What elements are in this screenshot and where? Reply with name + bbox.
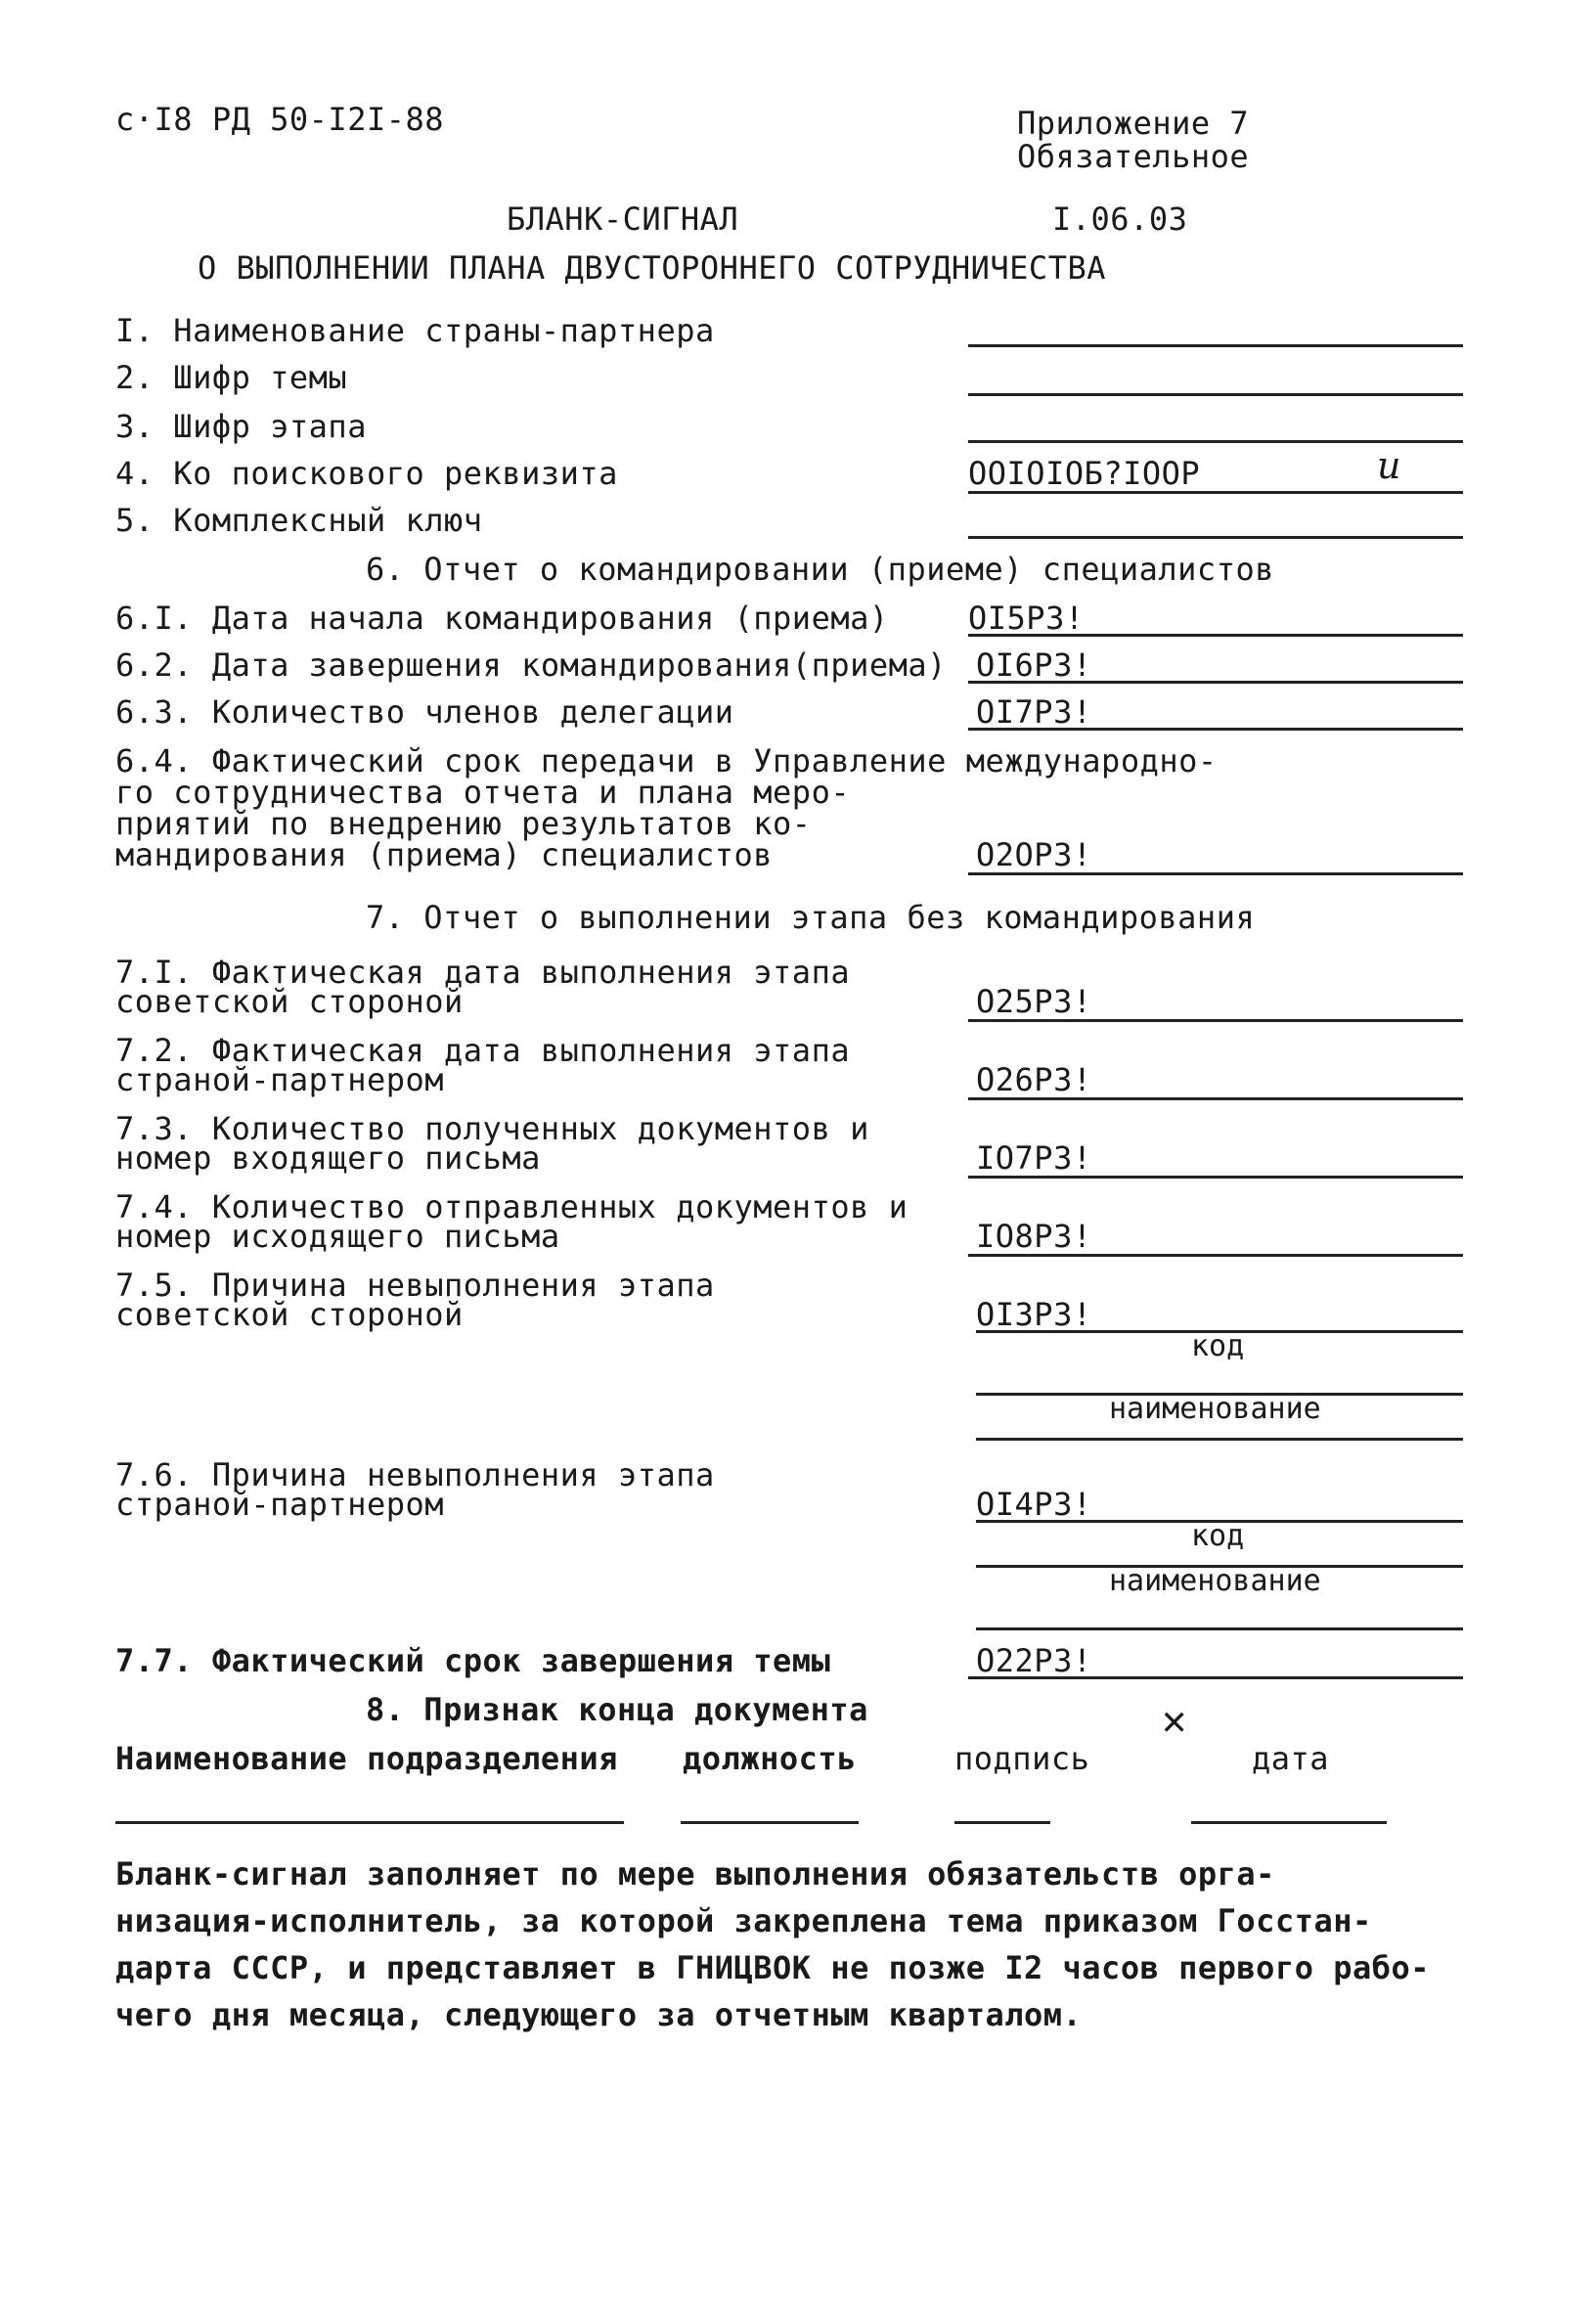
appendix-status: Обязательное [1017,138,1250,175]
page-reference: с·I8 РД 50-I2I-88 [115,101,445,138]
item-7-1-code: O25P3! [976,983,1092,1020]
item-6-1-label: 6.I. Дата начала командирования (приема) [115,600,889,637]
item-7-2-code: O26P3! [976,1061,1092,1098]
item-7-5-label-line-1: 7.5. Причина невыполнения этапа [115,1267,715,1304]
note-line-2: низация-исполнитель, за которой закреплена тема приказом Госстан- [115,1902,1372,1939]
item-7-3-label-line-2: номер входящего письма [115,1139,541,1177]
item-7-5-name-underline [976,1438,1463,1441]
form-code: I.06.03 [1052,200,1188,238]
item-1-label: I. Наименование страны-партнера [115,312,715,349]
item-7-3-code: IO7P3! [976,1139,1092,1177]
item-7-1-label-line-2: советской стороной [115,983,464,1020]
item-7-2-label-line-2: страной-партнером [115,1061,445,1098]
item-7-3-label-line-1: 7.3. Количество полученных документов и [115,1110,869,1147]
item-5-label: 5. Комплексный ключ [115,502,483,539]
item-5-field[interactable] [968,536,1463,539]
department-signature-line[interactable] [115,1821,624,1824]
item-7-7-label: 7.7. Фактический срок завершения темы [115,1642,831,1679]
item-4-handwritten-mark: и [1377,444,1401,487]
item-7-5-code: OI3P3! [976,1296,1092,1333]
item-6-2-label: 6.2. Дата завершения командирования(приема) [115,646,947,684]
signature-col-position: должность [683,1740,857,1777]
item-7-1-label-line-1: 7.I. Фактическая дата выполнения этапа [115,954,851,991]
item-7-2-label-line-1: 7.2. Фактическая дата выполнения этапа [115,1032,851,1069]
item-7-4-label-line-2: номер исходящего письма [115,1218,560,1255]
item-6-1-code: OI5P3! [968,600,1085,637]
section-6-title: 6. Отчет о командировании (приеме) специалистов [366,551,1274,588]
item-7-2-field[interactable] [968,1097,1463,1100]
note-line-3: дарта СССР, и представляет в ГНИЦВОК не позже I2 часов первого рабо- [115,1949,1431,1986]
item-4-label: 4. Ко поискового реквизита [115,455,618,492]
section-7-title: 7. Отчет о выполнении этапа без командирования [366,899,1256,936]
item-7-5-name-caption: наименование [1109,1392,1321,1426]
item-6-3-label: 6.3. Количество членов делегации [115,693,734,731]
signature-line[interactable] [954,1821,1050,1824]
item-6-4-label-line-3: приятий по внедрению результатов ко- [115,805,812,842]
item-2-label: 2. Шифр темы [115,359,348,396]
signature-col-date: дата [1252,1740,1330,1777]
item-6-2-field[interactable] [968,681,1463,684]
note-line-1: Бланк-сигнал заполняет по мере выполнения обязательств орга- [115,1855,1275,1893]
item-7-6-code-caption: код [1191,1519,1245,1553]
item-4-field[interactable] [968,491,1463,494]
form-title: БЛАНК-СИГНАЛ [507,200,739,238]
appendix-number: Приложение 7 [1017,105,1250,142]
item-3-field[interactable] [968,440,1463,443]
item-2-field[interactable] [968,393,1463,396]
item-7-6-name-caption: наименование [1109,1564,1321,1598]
item-7-3-field[interactable] [968,1176,1463,1179]
item-7-6-label-line-1: 7.6. Причина невыполнения этапа [115,1456,715,1493]
item-7-6-code: OI4P3! [976,1486,1092,1523]
form-subtitle: О ВЫПОЛНЕНИИ ПЛАНА ДВУСТОРОННЕГО СОТРУДНИЧЕСТВА [198,249,1106,287]
note-line-4: чего дня месяца, следующего за отчетным кварталом. [115,1996,1083,2033]
item-6-4-field[interactable] [968,872,1463,875]
item-6-2-code: OI6P3! [976,646,1092,684]
item-7-1-field[interactable] [968,1019,1463,1022]
signature-col-department: Наименование подразделения [115,1740,618,1777]
item-7-4-code: IO8P3! [976,1218,1092,1255]
item-7-7-code: O22P3! [976,1642,1092,1679]
date-signature-line[interactable] [1191,1821,1387,1824]
item-6-4-label-line-1: 6.4. Фактический срок передачи в Управление международно- [115,742,1218,779]
item-6-4-label-line-4: мандирования (приема) специалистов [115,836,774,873]
item-6-1-field[interactable] [968,634,1463,637]
item-7-5-label-line-2: советской стороной [115,1296,464,1333]
item-7-4-label-line-1: 7.4. Количество отправленных документов и [115,1188,909,1225]
item-6-3-code: OI7P3! [976,693,1092,731]
item-7-6-label-line-2: страной-партнером [115,1486,445,1523]
item-7-7-field[interactable] [968,1676,1463,1679]
item-4-value: OOIOIOБ?IOOP [968,455,1201,492]
section-8-title: 8. Признак конца документа [366,1691,868,1728]
item-6-3-field[interactable] [968,728,1463,731]
item-6-4-label-line-2: го сотрудничества отчета и плана меро- [115,774,851,811]
position-signature-line[interactable] [681,1821,859,1824]
signature-col-signature: подпись [954,1740,1090,1777]
item-3-label: 3. Шифр этапа [115,408,367,445]
item-6-4-code: O2OP3! [976,836,1092,873]
item-7-6-name-underline [976,1627,1463,1630]
item-7-4-field[interactable] [968,1254,1463,1257]
end-of-document-mark: ✕ [1162,1696,1187,1744]
item-1-field[interactable] [968,344,1463,347]
item-7-5-code-caption: код [1191,1329,1245,1363]
